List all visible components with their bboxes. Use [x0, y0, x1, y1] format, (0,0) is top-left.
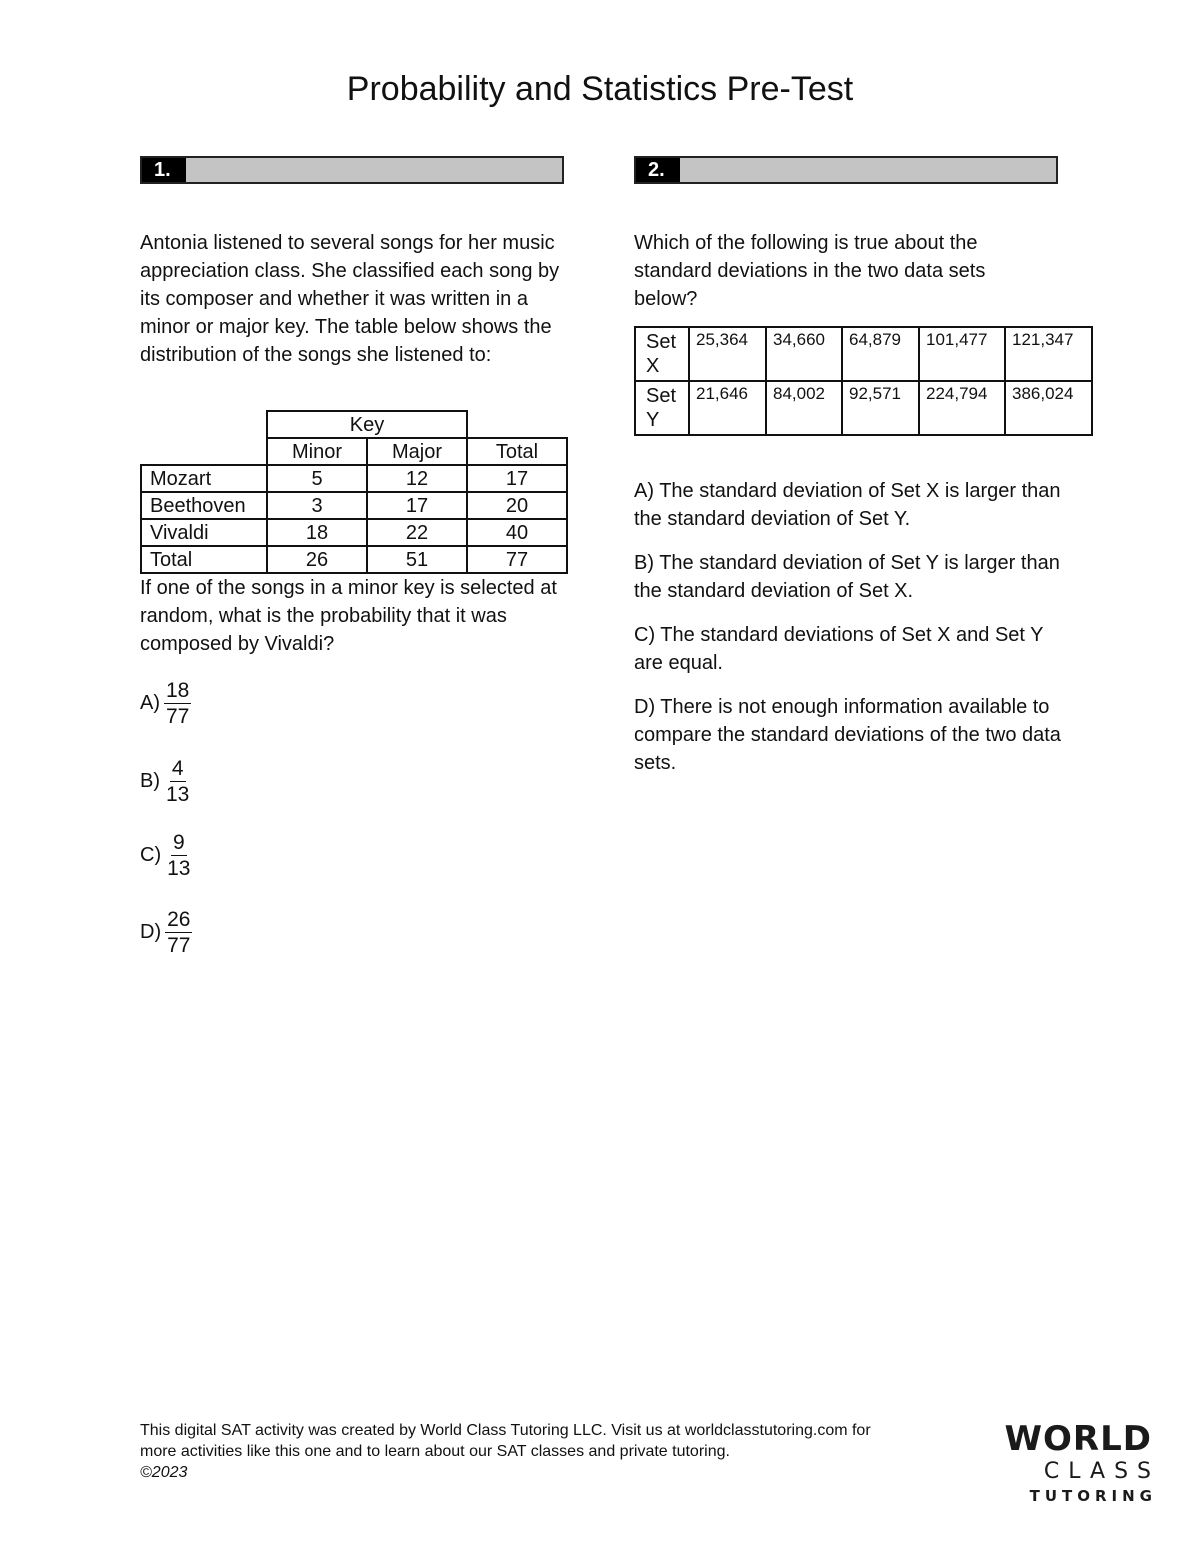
- footer-line: This digital SAT activity was created by World Class Tutoring LLC. Visit us at worldclasstutoring.com for: [140, 1422, 871, 1439]
- table-cell: 18: [267, 519, 367, 546]
- table-cell: 5: [267, 465, 367, 492]
- table-cell: 17: [367, 492, 467, 519]
- table-cell: 20: [467, 492, 567, 519]
- data-sets-table: [634, 326, 1093, 436]
- fraction-denominator: 77: [167, 934, 191, 957]
- fraction-numerator: 18: [166, 679, 190, 702]
- answer-option-d[interactable]: D) There is not enough information available to compare the standard deviations of the two data sets.: [634, 696, 1061, 774]
- table-cell: 77: [467, 546, 567, 573]
- page-title: Probability and Statistics Pre-Test: [346, 70, 854, 108]
- fraction-numerator: 4: [171, 757, 184, 780]
- answer-letter: B): [140, 770, 160, 792]
- fraction: [165, 830, 192, 881]
- table-cell-empty: [141, 411, 267, 438]
- fraction-denominator: 13: [166, 783, 190, 806]
- answer-option-d[interactable]: [140, 907, 192, 958]
- answer-letter: D): [140, 921, 162, 943]
- table-row: [635, 381, 1092, 435]
- table-row: [141, 492, 567, 519]
- table-cell: 51: [367, 546, 467, 573]
- table-cell: 3: [267, 492, 367, 519]
- fraction-numerator: 26: [167, 908, 191, 931]
- question-2-header-bar: [634, 156, 1058, 184]
- table-cell-empty: [141, 438, 267, 465]
- table-row: [141, 546, 567, 573]
- fraction: [165, 907, 192, 958]
- question-2-number: 2.: [636, 158, 680, 182]
- table-cell: 17: [467, 465, 567, 492]
- answer-option-a[interactable]: A) The standard deviation of Set X is larger than the standard deviation of Set Y.: [634, 480, 1061, 530]
- fraction: [164, 756, 191, 807]
- table-column-header: Total: [467, 438, 567, 465]
- question-1-prompt: Antonia listened to several songs for her music appreciation class. She classified each song by its composer and whether it was written in a minor or major key. The table below shows the distribution of the songs she listened to:: [140, 232, 560, 366]
- table-cell: 386,024: [1005, 381, 1092, 435]
- logo-line: TUTORING: [1029, 1487, 1157, 1505]
- answer-letter: C): [140, 844, 162, 866]
- table-row: [141, 438, 567, 465]
- fraction: [164, 678, 191, 729]
- question-1-question: If one of the songs in a minor key is selected at random, what is the probability that it was composed by Vivaldi?: [140, 577, 557, 655]
- fraction-denominator: 77: [166, 705, 190, 728]
- table-row: [635, 327, 1092, 381]
- answer-option-a[interactable]: [140, 678, 191, 729]
- table-row: [141, 519, 567, 546]
- answer-option-b[interactable]: [140, 756, 191, 807]
- table-row-label: Vivaldi: [141, 519, 267, 546]
- question-1-number: 1.: [142, 158, 186, 182]
- table-group-header-key: Key: [267, 411, 467, 438]
- table-cell: 26: [267, 546, 367, 573]
- logo-line: CLASS: [1043, 1459, 1160, 1484]
- table-cell: 25,364: [689, 327, 766, 381]
- table-row: [141, 411, 567, 438]
- table-row-label: Set Y: [635, 381, 689, 435]
- table-cell: 34,660: [766, 327, 842, 381]
- table-cell: 224,794: [919, 381, 1005, 435]
- table-cell: 22: [367, 519, 467, 546]
- fraction-denominator: 13: [167, 857, 191, 880]
- table-cell: 21,646: [689, 381, 766, 435]
- table-cell: 101,477: [919, 327, 1005, 381]
- question-1-header-bar: [140, 156, 564, 184]
- logo-line: WORLD: [1004, 1419, 1152, 1459]
- answer-letter: A): [140, 692, 160, 714]
- table-row: [141, 465, 567, 492]
- table-cell: 40: [467, 519, 567, 546]
- table-column-header: Minor: [267, 438, 367, 465]
- composer-key-table: [140, 410, 568, 574]
- answer-option-c[interactable]: C) The standard deviations of Set X and Set Y are equal.: [634, 624, 1044, 674]
- table-row-label: Beethoven: [141, 492, 267, 519]
- question-2-prompt: Which of the following is true about the standard deviations in the two data sets below?: [634, 232, 986, 310]
- table-row-label: Set X: [635, 327, 689, 381]
- table-cell: 12: [367, 465, 467, 492]
- fraction-numerator: 9: [172, 831, 185, 854]
- table-cell-empty: [467, 411, 567, 438]
- table-row-label: Mozart: [141, 465, 267, 492]
- table-cell: 121,347: [1005, 327, 1092, 381]
- answer-option-c[interactable]: [140, 830, 192, 881]
- footer-copyright: ©2023: [140, 1464, 188, 1481]
- table-row-label: Total: [141, 546, 267, 573]
- table-column-header: Major: [367, 438, 467, 465]
- table-cell: 84,002: [766, 381, 842, 435]
- table-cell: 92,571: [842, 381, 919, 435]
- table-cell: 64,879: [842, 327, 919, 381]
- answer-option-b[interactable]: B) The standard deviation of Set Y is larger than the standard deviation of Set X.: [634, 552, 1060, 602]
- world-class-tutoring-logo: [998, 1419, 1160, 1506]
- footer-line: more activities like this one and to learn about our SAT classes and private tutoring.: [140, 1443, 730, 1460]
- footer-note: [140, 1420, 970, 1483]
